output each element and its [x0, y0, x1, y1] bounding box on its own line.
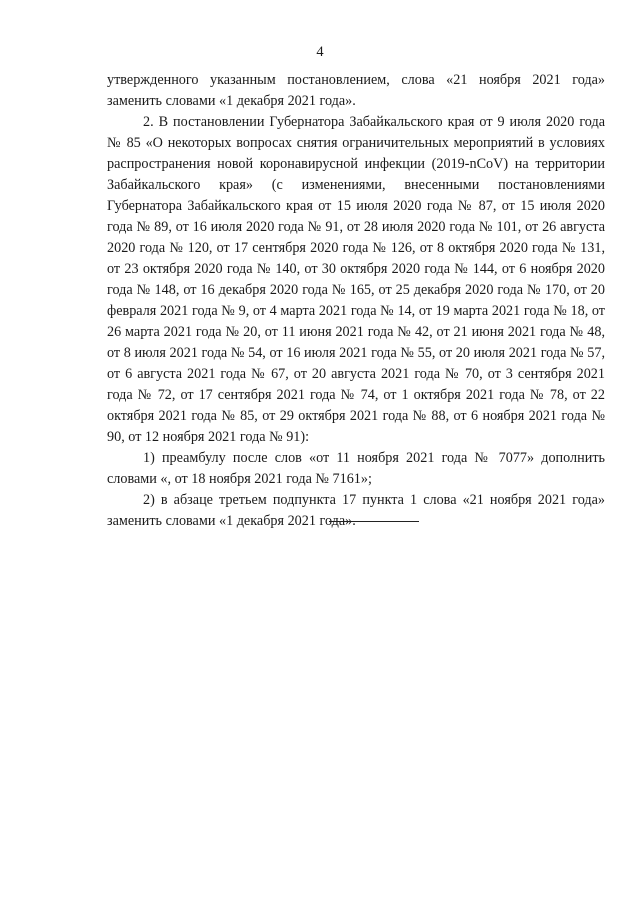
paragraph-item-2: 2. В постановлении Губернатора Забайкальского края от 9 июля 2020 года № 85 «О некоторых вопросах снятия ограничительных мероприятий в условиях распространения новой коронавирусной инфекции (2019-nCoV) на территории Забайкальского края» (с изменениями, внесенными постановлениями Губернатора Забайкальского края от 15 июля 2020 года № 87, от 15 июля 2020 года № 89, от 16 июля 2020 года № 91, от 28 июля 2020 года № 101, от 26 августа 2020 года № 120, от 17 сентября 2020 года № 126, от 8 октября 2020 года № 131, от 23 октября 2020 года № 140, от 30 октября 2020 года № 144, от 6 ноября 2020 года № 148, от 16 декабря 2020 года № 165, от 25 декабря 2020 года № 170, от 20 февраля 2021 года № 9, от 4 марта 2021 года № 14, от 19 марта 2021 года № 18, от 26 марта 2021 года № 20, от 11 июня 2021 года № 42, от 21 июня 2021 года № 48, от 8 июля 2021 года № 54, от 16 июля 2021 года № 55, от 20 июля 2021 года № 57, от 6 августа 2021 года № 67, от 20 августа 2021 года № 70, от 3 сентября 2021 года № 72, от 17 сентября 2021 года № 74, от 1 октября 2021 года № 78, от 22 октября 2021 года № 85, от 29 октября 2021 года № 88, от 6 ноября 2021 года № 90, от 12 ноября 2021 года № 91): — [107, 114, 605, 445]
page-number: 4 — [316, 44, 324, 60]
end-separator-line — [329, 521, 419, 522]
paragraph-subitem-1: 1) преамбулу после слов «от 11 ноября 2021 года № 7077» дополнить словами «, от 18 ноября 2021 года № 7161»; — [107, 450, 605, 487]
document-body — [107, 70, 605, 532]
paragraph-subitem-2: 2) в абзаце третьем подпункта 17 пункта 1 слова «21 ноября 2021 года» заменить словами «1 декабря 2021 года». — [107, 492, 605, 529]
paragraph-continuation: утвержденного указанным постановлением, слова «21 ноября 2021 года» заменить словами «1 декабря 2021 года». — [107, 72, 605, 109]
